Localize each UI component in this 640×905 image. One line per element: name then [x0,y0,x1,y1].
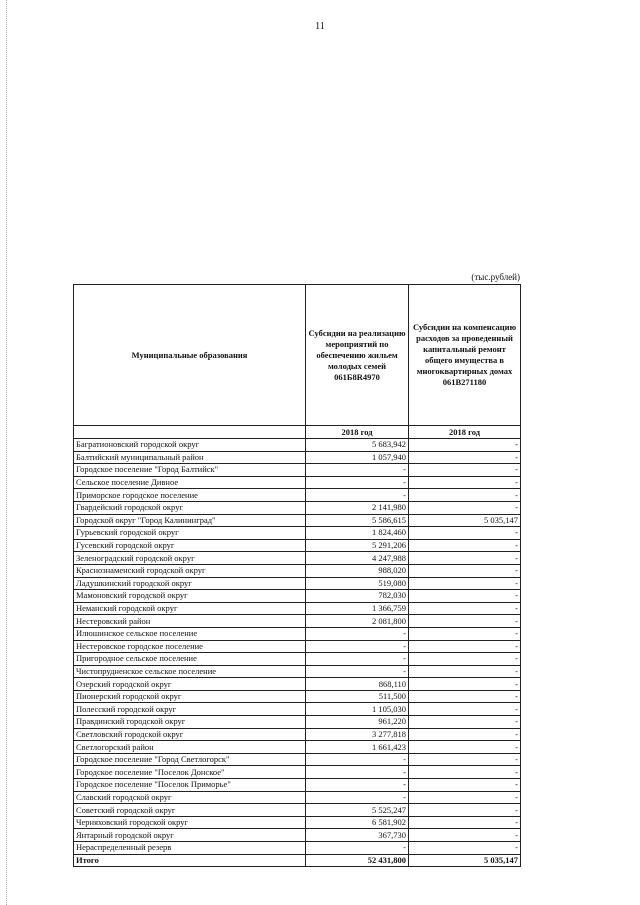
row-value-col1: - [306,753,409,766]
row-name: Краснознаменский городской округ [74,564,306,577]
row-value-col2: - [409,501,521,514]
table-row [74,552,521,565]
row-value-col2: - [409,842,521,855]
table-row [74,703,521,716]
table-row [74,627,521,640]
table-row [74,665,521,678]
table-row [74,602,521,615]
row-value-col2: 5 035,147 [409,514,521,527]
row-value-col2: - [409,791,521,804]
row-value-col2: - [409,766,521,779]
row-value-col2: - [409,703,521,716]
table-row [74,577,521,590]
table-row [74,816,521,829]
total-row [74,854,521,867]
row-value-col1: - [306,653,409,666]
row-value-col2: - [409,539,521,552]
header-col1: Субсидии на реализацию мероприятий по обеспечению жильем молодых семей 061Б8R4970 [306,285,409,426]
row-value-col1: - [306,842,409,855]
row-name: Городское поселение "Город Балтийск" [74,464,306,477]
table-row [74,527,521,540]
row-value-col2: - [409,439,521,452]
table-row [74,728,521,741]
row-value-col1: 1 057,940 [306,451,409,464]
row-value-col1: 1 824,460 [306,527,409,540]
row-value-col1: - [306,476,409,489]
row-name: Гвардейский городской округ [74,501,306,514]
header-col2: Субсидии на компенсацию расходов за проведенный капитальный ремонт общего имущества в многоквартирных домах 061В271180 [409,285,521,426]
table-row [74,451,521,464]
row-value-col2: - [409,476,521,489]
row-name: Советский городской округ [74,804,306,817]
row-value-col2: - [409,728,521,741]
row-name: Нестеровское городское поселение [74,640,306,653]
row-value-col1: 5 291,206 [306,539,409,552]
row-name: Гусевский городской округ [74,539,306,552]
table-row [74,514,521,527]
row-value-col1: 961,220 [306,716,409,729]
row-value-col1: 782,030 [306,590,409,603]
table-row [74,829,521,842]
row-value-col1: - [306,791,409,804]
row-name: Янтарный городской округ [74,829,306,842]
row-name: Нестеровский район [74,615,306,628]
row-value-col1: - [306,464,409,477]
row-name: Мамоновский городской округ [74,590,306,603]
page-number: 11 [315,21,325,32]
table-row [74,753,521,766]
table-row [74,439,521,452]
total-col2: 5 035,147 [409,854,521,867]
row-value-col2: - [409,716,521,729]
row-name: Озерский городской округ [74,678,306,691]
row-value-col1: 6 581,902 [306,816,409,829]
table-row [74,501,521,514]
row-value-col2: - [409,779,521,792]
row-value-col1: - [306,627,409,640]
row-name: Чистопрудненское сельское поселение [74,665,306,678]
row-value-col1: 519,080 [306,577,409,590]
row-value-col2: - [409,627,521,640]
row-value-col2: - [409,816,521,829]
row-name: Городское поселение "Поселок Приморье" [74,779,306,792]
row-value-col2: - [409,741,521,754]
row-name: Гурьевский городской округ [74,527,306,540]
row-value-col2: - [409,804,521,817]
subsidy-table [73,284,521,867]
table-row [74,804,521,817]
table-row [74,678,521,691]
row-name: Пригородное сельское поселение [74,653,306,666]
row-name: Черняховский городской округ [74,816,306,829]
row-name: Ладушкинский городской округ [74,577,306,590]
row-value-col1: 2 081,800 [306,615,409,628]
row-value-col1: 5 525,247 [306,804,409,817]
row-value-col2: - [409,577,521,590]
units-label: (тыс.рублей) [471,272,520,282]
row-value-col2: - [409,451,521,464]
row-value-col2: - [409,753,521,766]
row-value-col1: 4 247,988 [306,552,409,565]
row-value-col2: - [409,615,521,628]
header-blank [74,426,306,439]
table-row [74,716,521,729]
binding-margin-mark [6,0,8,905]
row-name: Нераспределенный резерв [74,842,306,855]
row-value-col2: - [409,665,521,678]
row-value-col2: - [409,464,521,477]
row-name: Славский городской округ [74,791,306,804]
row-name: Илюшинское сельское поселение [74,627,306,640]
row-value-col2: - [409,552,521,565]
row-value-col2: - [409,678,521,691]
row-value-col2: - [409,489,521,502]
row-value-col2: - [409,527,521,540]
row-name: Пионерский городской округ [74,690,306,703]
row-value-col1: 868,110 [306,678,409,691]
row-value-col2: - [409,564,521,577]
row-value-col1: 5 586,615 [306,514,409,527]
row-name: Багратионовский городской округ [74,439,306,452]
row-name: Светловский городской округ [74,728,306,741]
table-row [74,779,521,792]
row-name: Балтийский муниципальный район [74,451,306,464]
row-name: Правдинский городской округ [74,716,306,729]
row-value-col1: 5 683,942 [306,439,409,452]
table-body [74,439,521,867]
table-row [74,564,521,577]
row-value-col2: - [409,690,521,703]
row-value-col1: - [306,779,409,792]
row-value-col2: - [409,602,521,615]
row-name: Городское поселение "Поселок Донское" [74,766,306,779]
row-name: Сельское поселение Дивное [74,476,306,489]
total-col1: 52 431,800 [306,854,409,867]
row-value-col1: 367,730 [306,829,409,842]
table-row [74,842,521,855]
table-row [74,653,521,666]
table-row [74,766,521,779]
table-row [74,741,521,754]
header-municipality: Муниципальные образования [74,285,306,426]
row-value-col1: - [306,665,409,678]
row-value-col2: - [409,640,521,653]
row-name: Городской округ "Город Калининград" [74,514,306,527]
row-value-col1: - [306,766,409,779]
row-name: Полесский городской округ [74,703,306,716]
row-value-col2: - [409,653,521,666]
header-year1: 2018 год [306,426,409,439]
row-value-col1: 511,500 [306,690,409,703]
row-value-col1: 1 366,759 [306,602,409,615]
header-year2: 2018 год [409,426,521,439]
total-label: Итого [74,854,306,867]
row-value-col1: - [306,640,409,653]
row-name: Приморское городское поселение [74,489,306,502]
table-row [74,791,521,804]
row-name: Зеленоградский городской округ [74,552,306,565]
table-row [74,615,521,628]
table-row [74,590,521,603]
row-value-col2: - [409,590,521,603]
row-value-col1: 988,020 [306,564,409,577]
row-value-col1: 2 141,980 [306,501,409,514]
table-row [74,476,521,489]
row-value-col1: 1 661,423 [306,741,409,754]
table-row [74,690,521,703]
row-value-col1: - [306,489,409,502]
row-name: Городское поселение "Город Светлогорск" [74,753,306,766]
row-value-col1: 1 105,030 [306,703,409,716]
table-row [74,539,521,552]
row-value-col1: 3 277,818 [306,728,409,741]
table-row [74,489,521,502]
row-value-col2: - [409,829,521,842]
table-row [74,640,521,653]
row-name: Светлогорский район [74,741,306,754]
row-name: Неманский городской округ [74,602,306,615]
table-row [74,464,521,477]
